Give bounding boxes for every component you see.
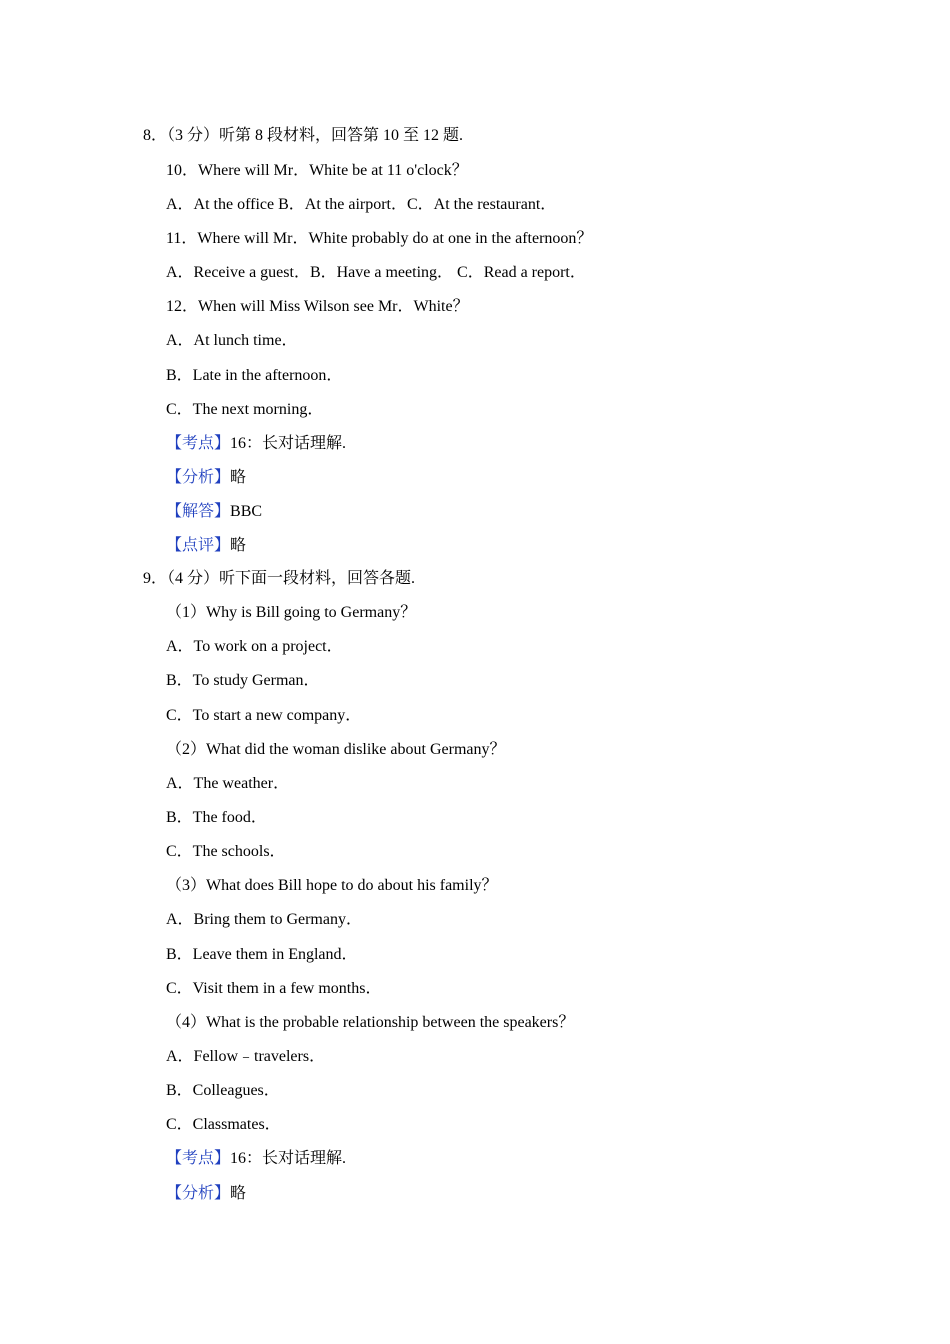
kaodian-tag: 【考点】	[166, 1150, 231, 1167]
sub-3-option-c: C．Visit them in a few months．	[166, 980, 382, 997]
sub-2-option-b: B．The food．	[166, 809, 267, 826]
fenxi-tag: 【分析】	[166, 469, 231, 486]
q8-fenxi-row	[166, 468, 246, 488]
sub-2-option-a: A．The weather．	[166, 775, 290, 792]
sub-1-option-a: A．To work on a project．	[166, 638, 343, 655]
q9-fenxi-row	[166, 1184, 246, 1204]
question-9-sub-4: （4）What is the probable relationship between the speakers？	[166, 1014, 575, 1031]
dianping-tag: 【点评】	[166, 537, 231, 554]
q9-kaodian-row	[166, 1149, 346, 1169]
sub-3-option-b: B．Leave them in England．	[166, 946, 358, 963]
fenxi-text: 略	[230, 469, 247, 486]
question-12: 12．When will Miss Wilson see Mr．White？	[166, 298, 469, 315]
question-8-header: 8．（3 分）听第 8 段材料，回答第 10 至 12 题.	[143, 127, 464, 144]
dianping-text: 略	[230, 537, 247, 554]
question-9-sub-3: （3）What does Bill hope to do about his family？	[166, 877, 498, 894]
jieda-text: BBC	[230, 503, 263, 520]
question-10-options: A．At the office B．At the airport．C．At the restaurant．	[166, 196, 557, 213]
kaodian-tag: 【考点】	[166, 435, 231, 452]
kaodian-text: 16：长对话理解.	[230, 435, 347, 452]
sub-1-option-b: B．To study German．	[166, 672, 320, 689]
question-9-sub-1: （1）Why is Bill going to Germany？	[166, 604, 417, 621]
q8-kaodian-row	[166, 434, 346, 454]
sub-4-option-b: B．Colleagues．	[166, 1082, 280, 1099]
question-10: 10．Where will Mr．White be at 11 o'clock？	[166, 162, 468, 179]
sub-1-option-c: C．To start a new company．	[166, 707, 362, 724]
sub-3-option-a: A．Bring them to Germany．	[166, 911, 362, 928]
fenxi-text: 略	[230, 1185, 247, 1202]
fenxi-tag: 【分析】	[166, 1185, 231, 1202]
question-11-options: A．Receive a guest．B．Have a meeting． C．Read a report．	[166, 264, 586, 281]
sub-4-option-c: C．Classmates．	[166, 1116, 281, 1133]
question-9-header: 9．（4 分）听下面一段材料，回答各题.	[143, 570, 416, 587]
sub-4-option-a: A．Fellow﹣travelers．	[166, 1048, 326, 1065]
question-12-option-a: A．At lunch time．	[166, 332, 298, 349]
question-12-option-b: B．Late in the afternoon．	[166, 367, 343, 384]
sub-2-option-c: C．The schools．	[166, 843, 286, 860]
jieda-tag: 【解答】	[166, 503, 231, 520]
question-9-sub-2: （2）What did the woman dislike about Germany？	[166, 741, 506, 758]
q8-jieda-row	[166, 502, 262, 522]
kaodian-text: 16：长对话理解.	[230, 1150, 347, 1167]
q8-dianping-row	[166, 536, 246, 556]
question-12-option-c: C．The next morning．	[166, 401, 324, 418]
question-11: 11．Where will Mr．White probably do at one in the afternoon？	[166, 230, 593, 247]
